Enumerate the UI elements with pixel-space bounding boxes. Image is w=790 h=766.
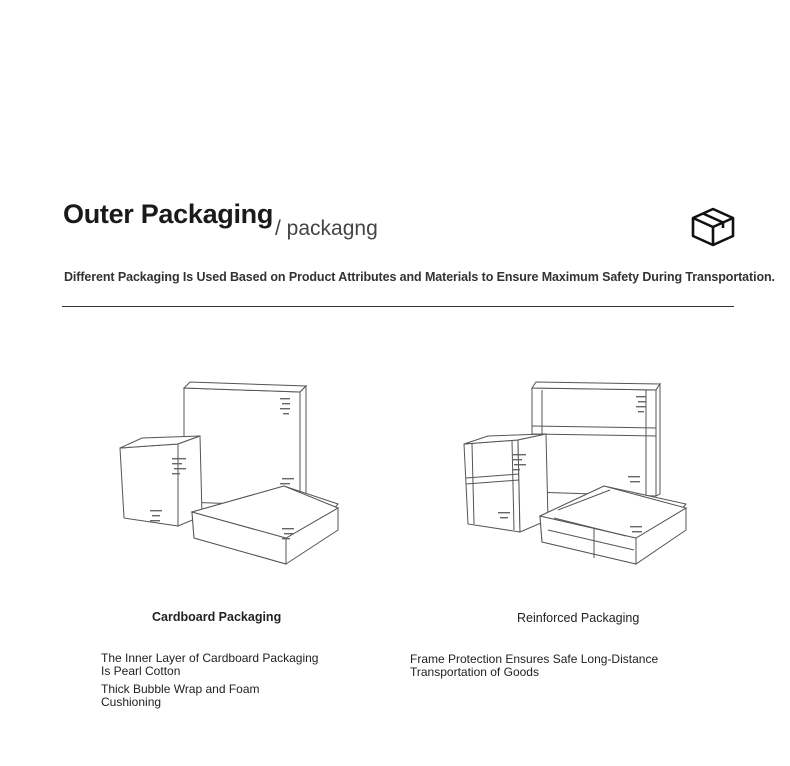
cardboard-boxes-illustration — [110, 378, 345, 568]
caption-reinforced: Reinforced Packaging — [517, 611, 640, 625]
divider — [62, 306, 734, 307]
package-box-icon — [690, 206, 736, 248]
wood-frame-crates-illustration — [458, 378, 690, 568]
detail-reinforced-1: Frame Protection Ensures Safe Long-Distance Transportation of Goods — [410, 652, 659, 679]
caption-cardboard: Cardboard Packaging — [152, 610, 282, 624]
page-title: Outer Packaging — [63, 199, 274, 229]
page-subtitle: / packagng — [275, 217, 378, 240]
tagline: Different Packaging Is Used Based on Product Attributes and Materials to Ensure Maximum Safety During Transportation. — [64, 270, 775, 284]
detail-cardboard-1: The Inner Layer of Cardboard Packaging Is Pearl Cotton — [101, 651, 319, 678]
detail-cardboard-2: Thick Bubble Wrap and Foam Cushioning — [101, 682, 260, 709]
